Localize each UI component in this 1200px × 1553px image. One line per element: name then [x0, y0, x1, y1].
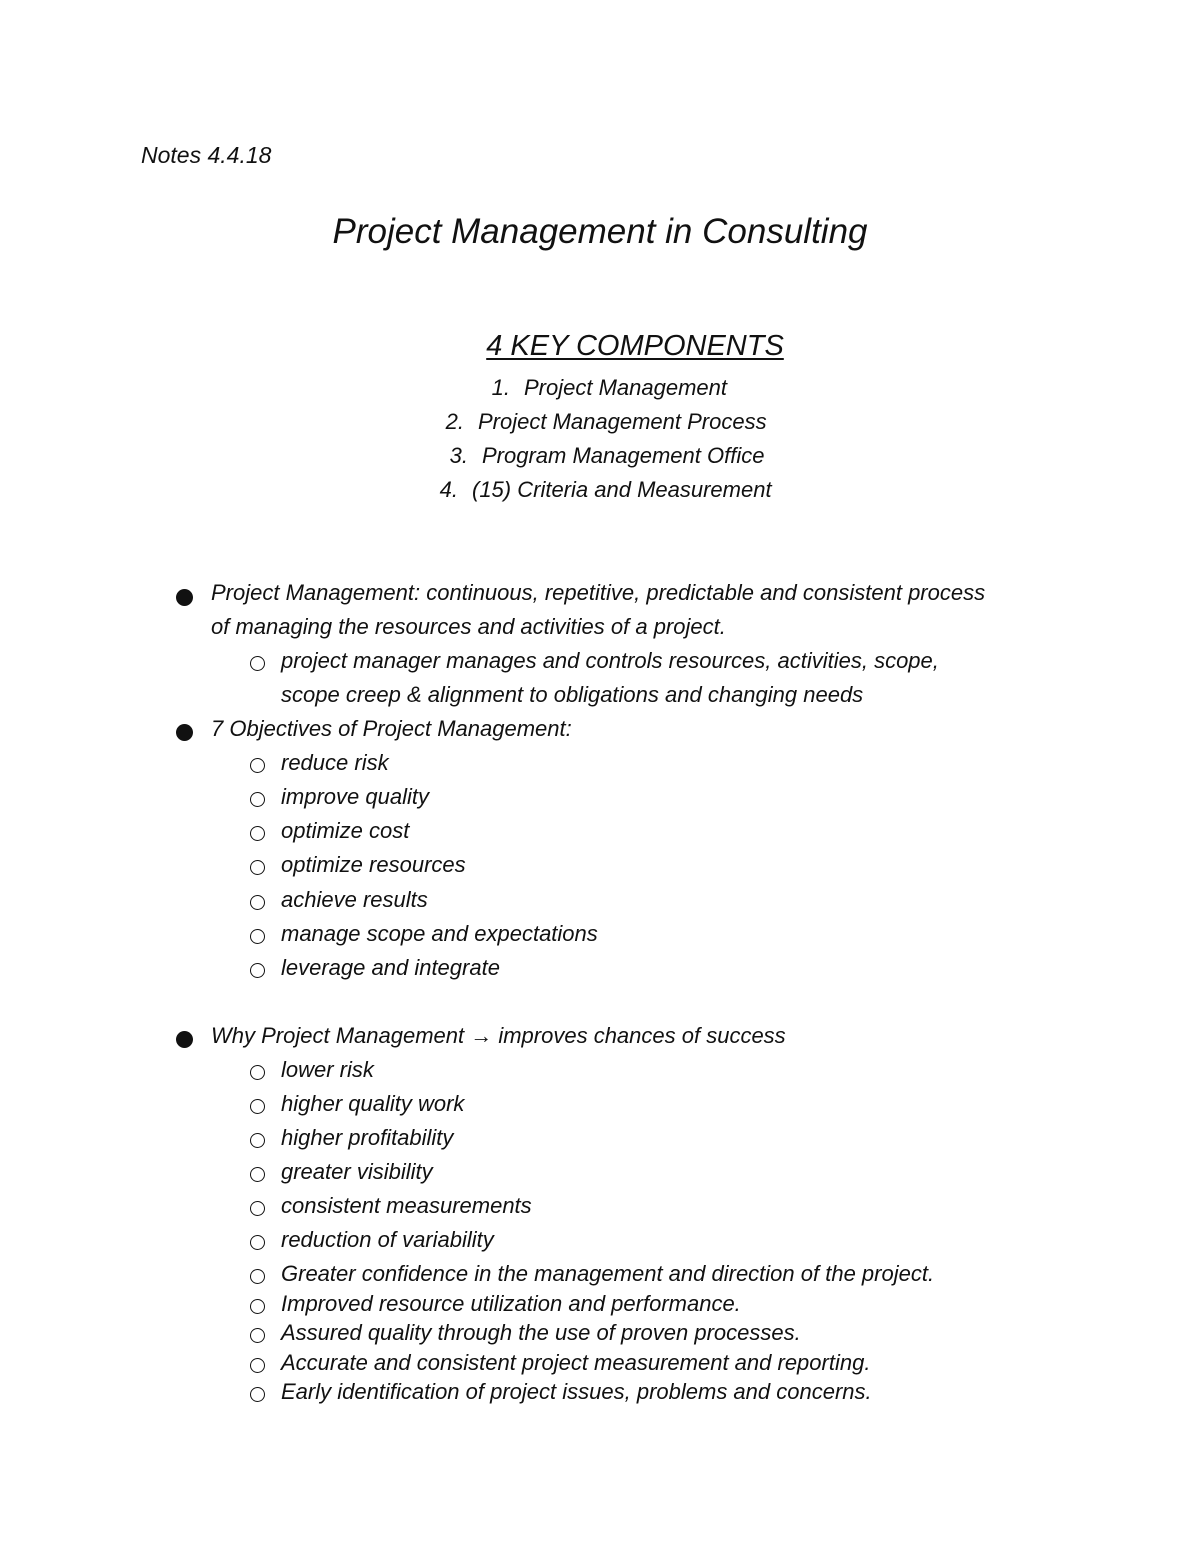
sub-bullet-icon — [250, 1065, 265, 1080]
bullet-icon — [176, 589, 193, 606]
item-label: Project Management — [524, 375, 727, 400]
sub-bullet-icon — [250, 963, 265, 978]
item-label: (15) Criteria and Measurement — [472, 477, 772, 502]
sub-item-line: Improved resource utilization and performance. — [281, 1291, 741, 1316]
sub-item-line: manage scope and expectations — [281, 921, 598, 946]
sub-item-line: leverage and integrate — [281, 955, 500, 980]
sub-bullet-icon — [250, 1358, 265, 1373]
key-component-item — [438, 443, 764, 469]
sub-item-line: reduce risk — [281, 750, 389, 775]
notes-date: Notes 4.4.18 — [141, 142, 272, 168]
item-number: 2. — [445, 409, 464, 434]
item-number: 4. — [439, 477, 458, 502]
sub-item-line: scope creep & alignment to obligations and changing needs — [281, 682, 864, 707]
sub-bullet-icon — [250, 656, 265, 671]
sub-bullet-icon — [250, 929, 265, 944]
key-component-item — [434, 409, 767, 435]
sub-item-line: lower risk — [281, 1057, 374, 1082]
page-title: Project Management in Consulting — [332, 212, 868, 251]
sub-bullet-icon — [250, 1235, 265, 1250]
sub-item-line: greater visibility — [281, 1159, 433, 1184]
sub-bullet-icon — [250, 792, 265, 807]
sub-bullet-icon — [250, 758, 265, 773]
sub-item-line: achieve results — [281, 887, 428, 912]
section-line: Why Project Management → improves chances of success — [211, 1023, 786, 1048]
section-line: 7 Objectives of Project Management: — [211, 716, 572, 741]
sub-item-line: optimize resources — [281, 852, 466, 877]
key-component-item — [480, 375, 727, 401]
bullet-icon — [176, 724, 193, 741]
sub-bullet-icon — [250, 1133, 265, 1148]
sub-bullet-icon — [250, 1269, 265, 1284]
section-line: of managing the resources and activities of a project. — [211, 614, 726, 639]
sub-bullet-icon — [250, 1387, 265, 1402]
item-label: Project Management Process — [478, 409, 767, 434]
sub-bullet-icon — [250, 1201, 265, 1216]
sub-item-line: consistent measurements — [281, 1193, 532, 1218]
key-components-heading: 4 KEY COMPONENTS — [486, 330, 784, 362]
sub-bullet-icon — [250, 1167, 265, 1182]
key-component-item — [428, 477, 772, 503]
sub-bullet-icon — [250, 895, 265, 910]
sub-item-line: Assured quality through the use of proven processes. — [281, 1320, 801, 1345]
sub-item-line: reduction of variability — [281, 1227, 494, 1252]
bullet-icon — [176, 1031, 193, 1048]
sub-item-line: Early identification of project issues, problems and concerns. — [281, 1379, 872, 1404]
sub-item-line: Accurate and consistent project measurement and reporting. — [281, 1350, 871, 1375]
sub-bullet-icon — [250, 860, 265, 875]
sub-item-line: improve quality — [281, 784, 429, 809]
sub-bullet-icon — [250, 1328, 265, 1343]
sub-item-line: higher profitability — [281, 1125, 454, 1150]
item-number: 3. — [449, 443, 468, 468]
sub-bullet-icon — [250, 1299, 265, 1314]
sub-item-line: higher quality work — [281, 1091, 465, 1116]
sub-bullet-icon — [250, 826, 265, 841]
sub-item-line: optimize cost — [281, 818, 410, 843]
section-line: Project Management: continuous, repetitive, predictable and consistent process — [211, 580, 986, 605]
sub-bullet-icon — [250, 1099, 265, 1114]
item-number: 1. — [491, 375, 510, 400]
sub-item-line: project manager manages and controls resources, activities, scope, — [281, 648, 939, 673]
sub-item-line: Greater confidence in the management and direction of the project. — [281, 1261, 935, 1286]
item-label: Program Management Office — [482, 443, 765, 468]
